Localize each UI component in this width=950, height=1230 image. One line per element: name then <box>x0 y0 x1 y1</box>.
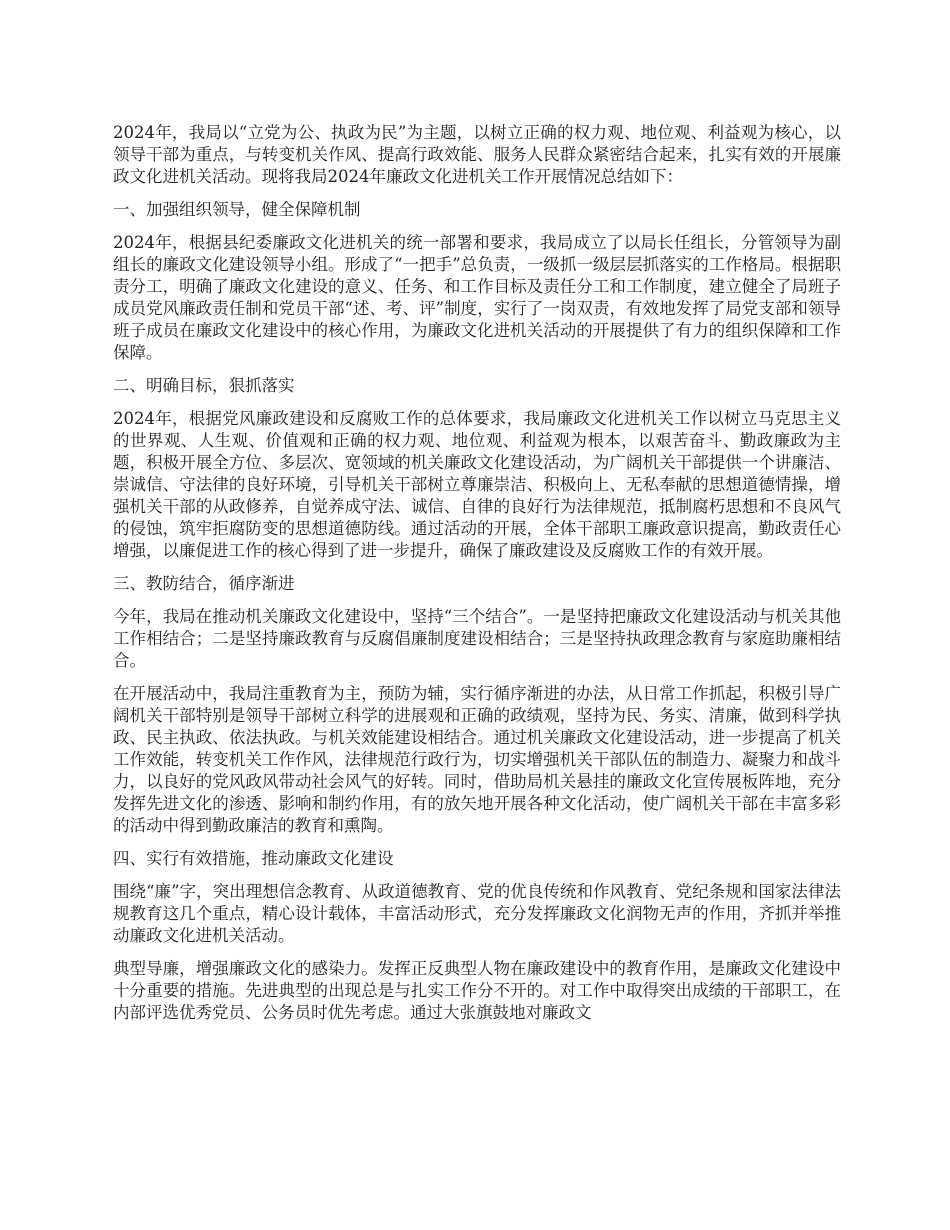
section-3-paragraph-1: 今年，我局在推动机关廉政文化建设中，坚持“三个结合”。一是坚持把廉政文化建设活动与机关其他工作相结合；二是坚持廉政教育与反腐倡廉制度建设相结合；三是坚持执政理念教育与家庭助廉相结合。 <box>113 607 841 670</box>
section-heading-1: 一、加强组织领导，健全保障机制 <box>113 200 361 219</box>
section-heading-4: 四、实行有效措施，推动廉政文化建设 <box>113 849 394 868</box>
section-3-paragraph-2: 在开展活动中，我局注重教育为主，预防为辅，实行循序渐进的办法，从日常工作抓起，积极引导广阔机关干部特别是领导干部树立科学的进展观和正确的政绩观，坚持为民、务实、清廉，做到科学执政、民主执政、依法执政。与机关效能建设相结合。通过机关廉政文化建设活动，进一步提高了机关工作效能，转变机关工作作风，法律规范行政行为，切实增强机关干部队伍的制造力、凝聚力和战斗力，以良好的党风政风带动社会风气的好转。同时，借助局机关悬挂的廉政文化宣传展板阵地，充分发挥先进文化的渗透、影响和制约作用，有的放矢地开展各种文化活动，使广阔机关干部在丰富多彩的活动中得到勤政廉洁的教育和熏陶。 <box>113 684 841 835</box>
section-2-paragraph: 2024年，根据党风廉政建设和反腐败工作的总体要求，我局廉政文化进机关工作以树立马克思主义的世界观、人生观、价值观和正确的权力观、地位观、利益观为根本，以艰苦奋斗、勤政廉政为主题，积极开展全方位、多层次、宽领域的机关廉政文化建设活动，为广阔机关干部提供一个讲廉洁、崇诚信、守法律的良好环境，引导机关干部树立尊廉崇洁、积极向上、无私奉献的思想道德情操，增强机关干部的从政修养，自觉养成守法、诚信、自律的良好行为法律规范，抵制腐朽思想和不良风气的侵蚀，筑牢拒腐防变的思想道德防线。通过活动的开展，全体干部职工廉政意识提高，勤政责任心增强，以廉促进工作的核心得到了进一步提升，确保了廉政建设及反腐败工作的有效开展。 <box>113 409 841 560</box>
intro-paragraph: 2024年，我局以“立党为公、执政为民”为主题，以树立正确的权力观、地位观、利益观为核心，以领导干部为重点，与转变机关作风、提高行政效能、服务人民群众紧密结合起来，扎实有效的开展廉政文化进机关活动。现将我局2024年廉政文化进机关工作开展情况总结如下： <box>113 123 841 186</box>
section-4-paragraph-2: 典型导廉，增强廉政文化的感染力。发挥正反典型人物在廉政建设中的教育作用，是廉政文化建设中十分重要的措施。先进典型的出现总是与扎实工作分不开的。对工作中取得突出成绩的干部职工，在内部评选优秀党员、公务员时优先考虑。通过大张旗鼓地对廉政文 <box>113 959 841 1022</box>
section-4-paragraph-1: 围绕“廉”字，突出理想信念教育、从政道德教育、党的优良传统和作风教育、党纪条规和国家法律法规教育这几个重点，精心设计载体，丰富活动形式，充分发挥廉政文化润物无声的作用，齐抓并举推动廉政文化进机关活动。 <box>113 882 841 945</box>
section-1-paragraph: 2024年，根据县纪委廉政文化进机关的统一部署和要求，我局成立了以局长任组长，分管领导为副组长的廉政文化建设领导小组。形成了“一把手”总负责，一级抓一级层层抓落实的工作格局。根据职责分工，明确了廉政文化建设的意义、任务、和工作目标及责任分工和工作制度，建立健全了局班子成员党风廉政责任制和党员干部“述、考、评”制度，实行了一岗双责，有效地发挥了局党支部和领导班子成员在廉政文化建设中的核心作用，为廉政文化进机关活动的开展提供了有力的组织保障和工作保障。 <box>113 233 841 362</box>
section-heading-3: 三、教防结合，循序渐进 <box>113 574 295 593</box>
document-body <box>113 122 841 1035</box>
section-heading-2: 二、明确目标，狠抓落实 <box>113 376 295 395</box>
